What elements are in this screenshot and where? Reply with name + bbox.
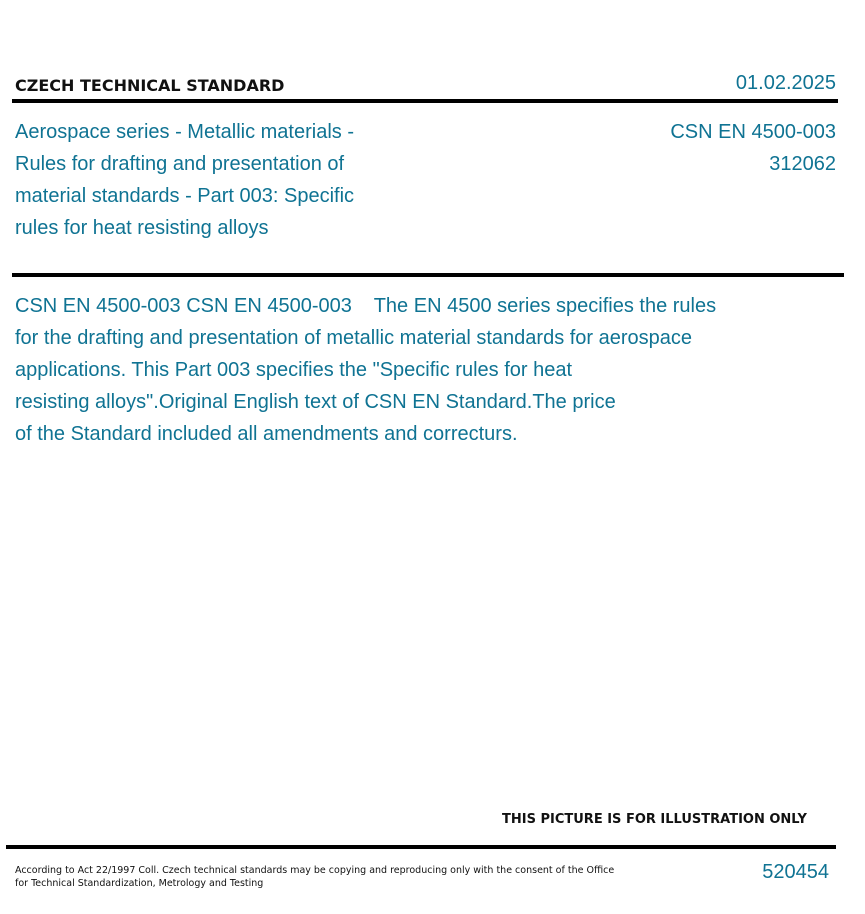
top-divider [12,99,838,103]
bottom-divider [6,845,836,849]
description-line: for the drafting and presentation of metallic material standards for aerospace [15,327,693,349]
description-line: resisting alloys".Original English text of CSN EN Standard.The price [15,391,616,413]
description-line: applications. This Part 003 specifies the "Specific rules for heat [15,359,573,381]
middle-divider [12,273,844,277]
standard-number: 312062 [769,153,836,175]
standard-title: Aerospace series - Metallic materials - Rules for drafting and presentation of material standards - Part 003: Specific rules for heat resisting alloys [15,121,355,239]
standard-code: CSN EN 4500-003 [670,121,836,143]
legal-line: According to Act 22/1997 Coll. Czech technical standards may be copying and reproducing only with the consent of the Office [15,865,615,876]
legal-notice [15,864,615,890]
illustration-note: THIS PICTURE IS FOR ILLUSTRATION ONLY [502,812,807,827]
standard-identifier [670,116,836,180]
description-line: of the Standard included all amendments and correcturs. [15,423,518,445]
legal-line: for Technical Standardization, Metrology and Testing [15,878,264,889]
standard-description [15,290,775,450]
catalog-number: 520454 [762,861,829,883]
publication-date: 01.02.2025 [735,72,836,94]
document-heading: CZECH TECHNICAL STANDARD [15,76,285,95]
description-line: CSN EN 4500-003 CSN EN 4500-003 The EN 4500 series specifies the rules [15,295,717,317]
